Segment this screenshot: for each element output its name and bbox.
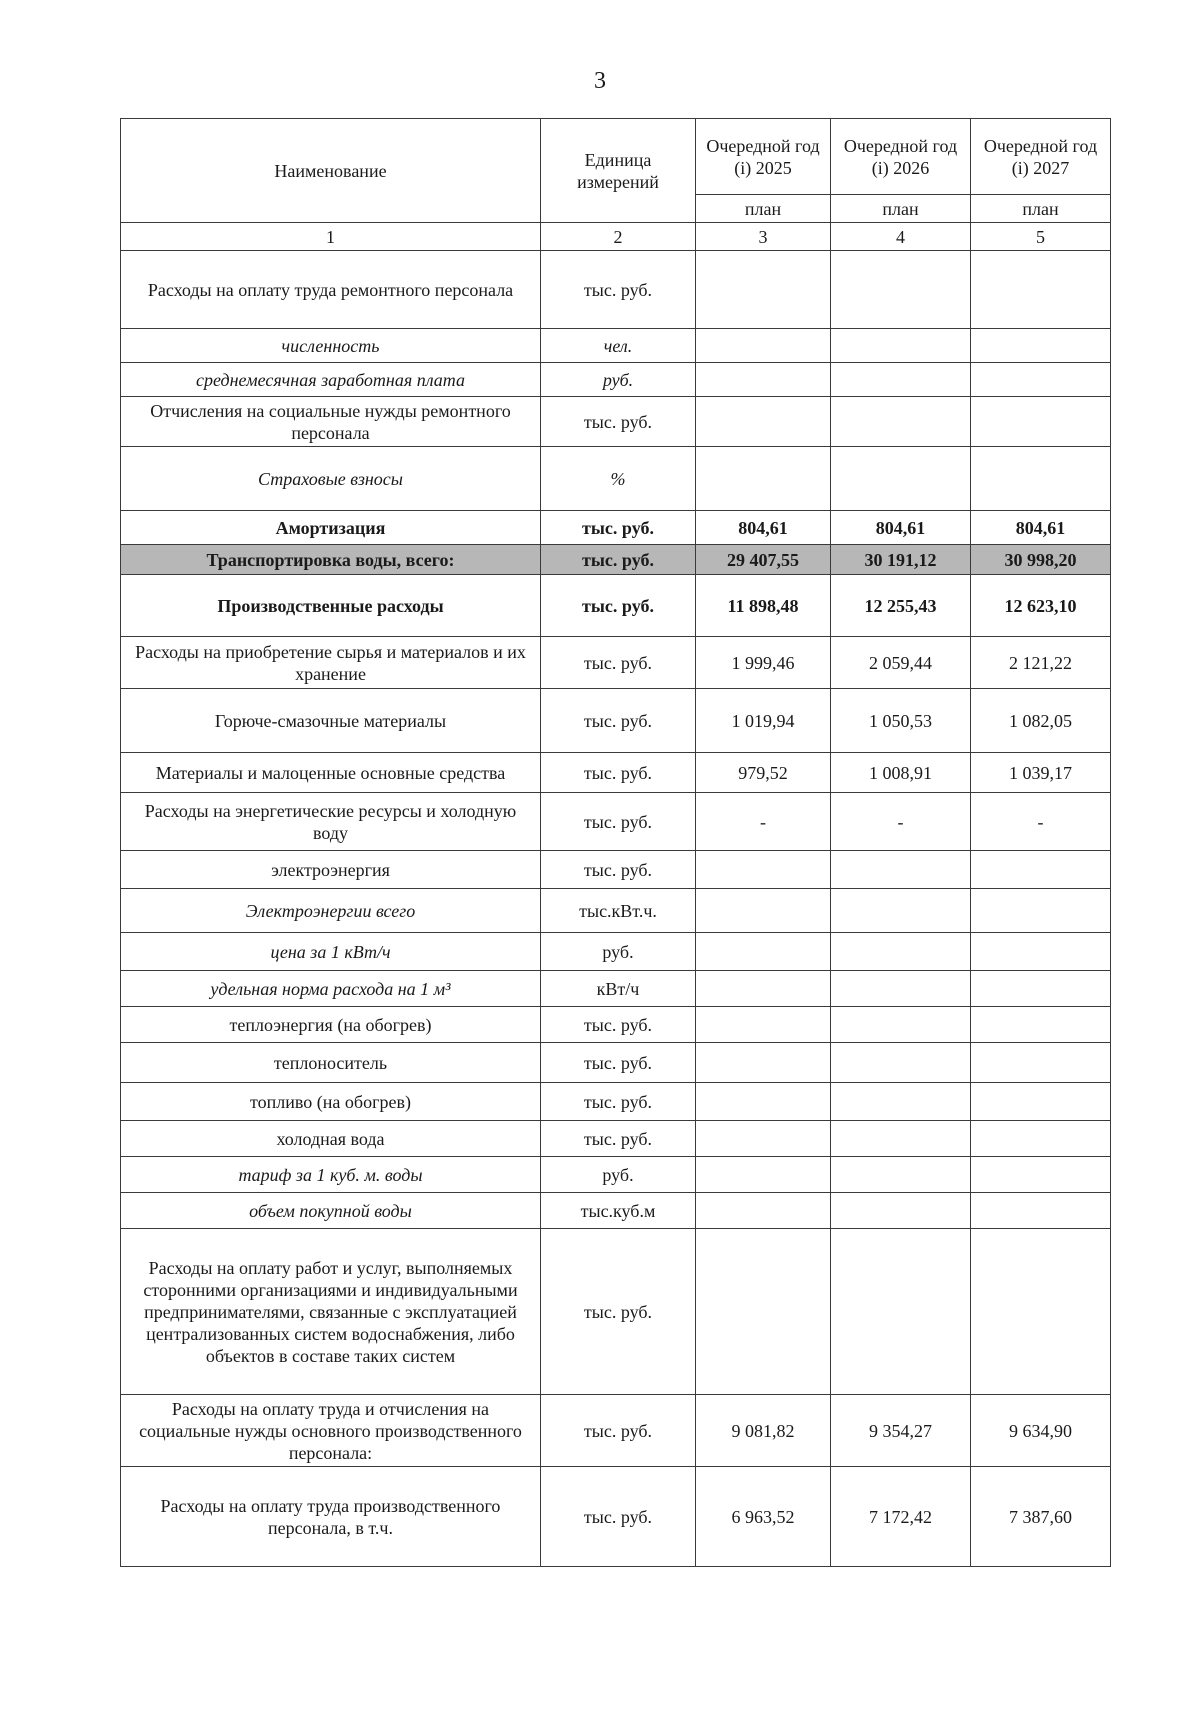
- row-value-2026: 1 008,91: [831, 753, 971, 793]
- row-value-2027: -: [971, 793, 1111, 851]
- row-value-2026: [831, 1229, 971, 1395]
- table-row: [121, 637, 1111, 689]
- row-name: тариф за 1 куб. м. воды: [121, 1157, 541, 1193]
- row-unit: руб.: [541, 933, 696, 971]
- row-name: численность: [121, 329, 541, 363]
- row-value-2027: [971, 1229, 1111, 1395]
- row-value-2026: [831, 397, 971, 447]
- row-value-2025: [696, 1043, 831, 1083]
- row-value-2025: 1 999,46: [696, 637, 831, 689]
- table-row: [121, 1121, 1111, 1157]
- row-value-2027: [971, 971, 1111, 1007]
- table-row: [121, 251, 1111, 329]
- table-row: [121, 1229, 1111, 1395]
- header-name: Наименование: [121, 119, 541, 223]
- row-value-2027: [971, 1193, 1111, 1229]
- row-unit: тыс.куб.м: [541, 1193, 696, 1229]
- table-row-highlighted: [121, 545, 1111, 575]
- row-name: Расходы на оплату работ и услуг, выполняемых сторонними организациями и индивидуальными предпринимателями, связанные с эксплуатацией централизованных систем водоснабжения, либо объектов в составе таких систем: [121, 1229, 541, 1395]
- row-name: Расходы на приобретение сырья и материалов и их хранение: [121, 637, 541, 689]
- row-value-2027: 7 387,60: [971, 1467, 1111, 1567]
- row-value-2026: 804,61: [831, 511, 971, 545]
- header-year-2025: Очередной год (i) 2025: [696, 119, 831, 195]
- row-value-2026: 2 059,44: [831, 637, 971, 689]
- row-name: Материалы и малоценные основные средства: [121, 753, 541, 793]
- row-value-2025: [696, 889, 831, 933]
- col-number-4: 4: [831, 223, 971, 251]
- row-unit: тыс. руб.: [541, 511, 696, 545]
- row-name: теплоэнергия (на обогрев): [121, 1007, 541, 1043]
- row-unit: кВт/ч: [541, 971, 696, 1007]
- row-unit: тыс. руб.: [541, 397, 696, 447]
- row-value-2026: [831, 1193, 971, 1229]
- row-value-2025: 11 898,48: [696, 575, 831, 637]
- row-value-2026: [831, 971, 971, 1007]
- row-value-2025: 9 081,82: [696, 1395, 831, 1467]
- row-value-2027: [971, 251, 1111, 329]
- row-unit: тыс. руб.: [541, 851, 696, 889]
- table-row: [121, 1467, 1111, 1567]
- row-value-2025: 6 963,52: [696, 1467, 831, 1567]
- header-plan-2027: план: [971, 195, 1111, 223]
- row-value-2026: 30 191,12: [831, 545, 971, 575]
- header-unit: Единица измерений: [541, 119, 696, 223]
- row-value-2026: 1 050,53: [831, 689, 971, 753]
- row-value-2027: 9 634,90: [971, 1395, 1111, 1467]
- row-name: Страховые взносы: [121, 447, 541, 511]
- header-plan-2026: план: [831, 195, 971, 223]
- row-value-2027: [971, 363, 1111, 397]
- row-unit: тыс. руб.: [541, 793, 696, 851]
- row-name: удельная норма расхода на 1 м³: [121, 971, 541, 1007]
- row-unit: руб.: [541, 1157, 696, 1193]
- table-row: [121, 575, 1111, 637]
- row-value-2025: -: [696, 793, 831, 851]
- row-name: Транспортировка воды, всего:: [121, 545, 541, 575]
- table-row: [121, 689, 1111, 753]
- table-row: [121, 889, 1111, 933]
- row-unit: тыс. руб.: [541, 637, 696, 689]
- row-value-2025: [696, 251, 831, 329]
- row-value-2026: [831, 363, 971, 397]
- row-value-2027: 1 082,05: [971, 689, 1111, 753]
- row-unit: тыс. руб.: [541, 1083, 696, 1121]
- row-value-2027: [971, 397, 1111, 447]
- table-row: [121, 1157, 1111, 1193]
- row-value-2025: [696, 851, 831, 889]
- row-value-2025: [696, 1229, 831, 1395]
- row-unit: тыс.кВт.ч.: [541, 889, 696, 933]
- table-row: [121, 1007, 1111, 1043]
- table-row: [121, 753, 1111, 793]
- row-name: электроэнергия: [121, 851, 541, 889]
- row-value-2025: [696, 971, 831, 1007]
- row-value-2026: [831, 1157, 971, 1193]
- table-row: [121, 447, 1111, 511]
- row-value-2025: [696, 329, 831, 363]
- row-value-2027: [971, 1121, 1111, 1157]
- row-unit: %: [541, 447, 696, 511]
- row-name: цена за 1 кВт/ч: [121, 933, 541, 971]
- row-value-2027: [971, 1043, 1111, 1083]
- row-value-2025: 1 019,94: [696, 689, 831, 753]
- row-unit: тыс. руб.: [541, 1043, 696, 1083]
- row-unit: тыс. руб.: [541, 1467, 696, 1567]
- col-number-3: 3: [696, 223, 831, 251]
- row-name: Горюче-смазочные материалы: [121, 689, 541, 753]
- row-unit: тыс. руб.: [541, 753, 696, 793]
- row-value-2025: 29 407,55: [696, 545, 831, 575]
- column-numbers-row: [121, 223, 1111, 251]
- page-number: 3: [594, 68, 606, 94]
- row-unit: тыс. руб.: [541, 1007, 696, 1043]
- table-row: [121, 397, 1111, 447]
- table-row: [121, 793, 1111, 851]
- row-value-2025: [696, 447, 831, 511]
- header-plan-2025: план: [696, 195, 831, 223]
- row-value-2026: 7 172,42: [831, 1467, 971, 1567]
- row-name: Электроэнергии всего: [121, 889, 541, 933]
- row-name: среднемесячная заработная плата: [121, 363, 541, 397]
- row-value-2026: [831, 933, 971, 971]
- row-value-2026: [831, 251, 971, 329]
- table-row: [121, 511, 1111, 545]
- row-value-2026: 12 255,43: [831, 575, 971, 637]
- row-value-2025: [696, 1121, 831, 1157]
- row-value-2025: [696, 1157, 831, 1193]
- row-name: топливо (на обогрев): [121, 1083, 541, 1121]
- row-value-2026: [831, 1121, 971, 1157]
- row-name: Амортизация: [121, 511, 541, 545]
- table-row: [121, 851, 1111, 889]
- row-unit: тыс. руб.: [541, 689, 696, 753]
- row-value-2027: 804,61: [971, 511, 1111, 545]
- row-unit: тыс. руб.: [541, 251, 696, 329]
- table-row: [121, 329, 1111, 363]
- row-value-2026: [831, 851, 971, 889]
- row-value-2027: 30 998,20: [971, 545, 1111, 575]
- row-value-2027: [971, 1007, 1111, 1043]
- row-value-2026: [831, 889, 971, 933]
- table-row: [121, 1395, 1111, 1467]
- table-row: [121, 971, 1111, 1007]
- row-unit: тыс. руб.: [541, 1121, 696, 1157]
- row-value-2025: 979,52: [696, 753, 831, 793]
- row-unit: тыс. руб.: [541, 575, 696, 637]
- row-unit: тыс. руб.: [541, 1395, 696, 1467]
- col-number-1: 1: [121, 223, 541, 251]
- header-row: [121, 119, 1111, 195]
- row-value-2027: [971, 1157, 1111, 1193]
- row-value-2025: 804,61: [696, 511, 831, 545]
- row-value-2026: -: [831, 793, 971, 851]
- row-value-2027: 2 121,22: [971, 637, 1111, 689]
- row-value-2025: [696, 1193, 831, 1229]
- row-name: холодная вода: [121, 1121, 541, 1157]
- row-value-2026: [831, 447, 971, 511]
- row-value-2026: [831, 1083, 971, 1121]
- budget-table: [120, 118, 1111, 1567]
- table-row: [121, 363, 1111, 397]
- col-number-2: 2: [541, 223, 696, 251]
- row-name: Расходы на оплату труда производственного персонала, в т.ч.: [121, 1467, 541, 1567]
- row-value-2027: [971, 933, 1111, 971]
- col-number-5: 5: [971, 223, 1111, 251]
- row-unit: чел.: [541, 329, 696, 363]
- row-value-2027: [971, 329, 1111, 363]
- row-value-2027: [971, 1083, 1111, 1121]
- row-unit: руб.: [541, 363, 696, 397]
- row-value-2026: [831, 329, 971, 363]
- table-row: [121, 1043, 1111, 1083]
- row-name: Расходы на энергетические ресурсы и холодную воду: [121, 793, 541, 851]
- row-name: Отчисления на социальные нужды ремонтного персонала: [121, 397, 541, 447]
- row-unit: тыс. руб.: [541, 545, 696, 575]
- header-year-2026: Очередной год (i) 2026: [831, 119, 971, 195]
- row-name: Производственные расходы: [121, 575, 541, 637]
- row-value-2027: [971, 889, 1111, 933]
- row-value-2027: [971, 851, 1111, 889]
- row-name: Расходы на оплату труда ремонтного персонала: [121, 251, 541, 329]
- header-year-2027: Очередной год (i) 2027: [971, 119, 1111, 195]
- table-row: [121, 1193, 1111, 1229]
- row-value-2026: [831, 1007, 971, 1043]
- row-name: теплоноситель: [121, 1043, 541, 1083]
- table-row: [121, 1083, 1111, 1121]
- row-value-2026: 9 354,27: [831, 1395, 971, 1467]
- row-value-2025: [696, 933, 831, 971]
- row-unit: тыс. руб.: [541, 1229, 696, 1395]
- row-name: Расходы на оплату труда и отчисления на социальные нужды основного производственного персонала:: [121, 1395, 541, 1467]
- row-value-2027: [971, 447, 1111, 511]
- table-row: [121, 933, 1111, 971]
- row-value-2025: [696, 397, 831, 447]
- row-value-2027: 1 039,17: [971, 753, 1111, 793]
- row-name: объем покупной воды: [121, 1193, 541, 1229]
- row-value-2025: [696, 363, 831, 397]
- row-value-2027: 12 623,10: [971, 575, 1111, 637]
- row-value-2026: [831, 1043, 971, 1083]
- row-value-2025: [696, 1007, 831, 1043]
- row-value-2025: [696, 1083, 831, 1121]
